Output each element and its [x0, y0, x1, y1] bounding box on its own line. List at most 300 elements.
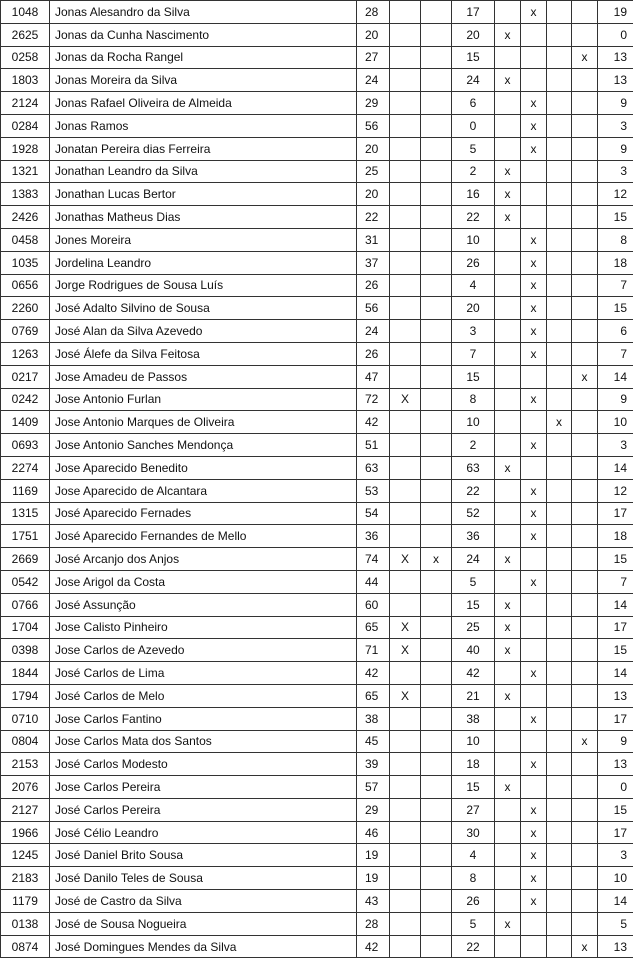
value-cell: 24: [452, 548, 495, 571]
mark-cell: [390, 844, 421, 867]
mark-cell: [572, 502, 598, 525]
mark-cell: [495, 114, 521, 137]
mark-cell: [495, 890, 521, 913]
name-cell: José Daniel Brito Sousa: [50, 844, 357, 867]
mark-cell: [421, 479, 452, 502]
mark-cell: [421, 365, 452, 388]
mark-cell: [421, 388, 452, 411]
table-row: [1, 730, 633, 753]
code-cell: 2274: [1, 456, 50, 479]
mark-cell: [521, 365, 547, 388]
mark-cell: [547, 639, 572, 662]
value-cell: 20: [452, 297, 495, 320]
mark-cell: [547, 890, 572, 913]
mark-cell: [572, 183, 598, 206]
mark-cell: [547, 844, 572, 867]
total-cell: 17: [598, 502, 633, 525]
total-cell: 0: [598, 776, 633, 799]
code-cell: 1315: [1, 502, 50, 525]
mark-cell: x: [547, 411, 572, 434]
mark-cell: [572, 798, 598, 821]
code-cell: 1844: [1, 662, 50, 685]
mark-cell: [390, 160, 421, 183]
total-cell: 7: [598, 274, 633, 297]
age-cell: 74: [357, 548, 390, 571]
mark-cell: [521, 206, 547, 229]
table-row: [1, 935, 633, 958]
mark-cell: x: [521, 502, 547, 525]
total-cell: 15: [598, 206, 633, 229]
code-cell: 1966: [1, 821, 50, 844]
age-cell: 60: [357, 593, 390, 616]
age-cell: 37: [357, 251, 390, 274]
mark-cell: [495, 570, 521, 593]
total-cell: 15: [598, 548, 633, 571]
mark-cell: [547, 320, 572, 343]
mark-cell: [572, 525, 598, 548]
age-cell: 46: [357, 821, 390, 844]
mark-cell: [421, 844, 452, 867]
mark-cell: x: [495, 684, 521, 707]
table-row: [1, 593, 633, 616]
mark-cell: x: [521, 434, 547, 457]
total-cell: 15: [598, 297, 633, 320]
mark-cell: [572, 206, 598, 229]
age-cell: 43: [357, 890, 390, 913]
table-row: [1, 411, 633, 434]
mark-cell: [421, 776, 452, 799]
code-cell: 2183: [1, 867, 50, 890]
value-cell: 21: [452, 684, 495, 707]
mark-cell: [495, 730, 521, 753]
total-cell: 13: [598, 46, 633, 69]
mark-cell: [572, 776, 598, 799]
total-cell: 13: [598, 753, 633, 776]
mark-cell: x: [495, 616, 521, 639]
mark-cell: [572, 890, 598, 913]
mark-cell: x: [495, 206, 521, 229]
value-cell: 36: [452, 525, 495, 548]
code-cell: 0766: [1, 593, 50, 616]
age-cell: 26: [357, 274, 390, 297]
age-cell: 20: [357, 183, 390, 206]
value-cell: 30: [452, 821, 495, 844]
mark-cell: [421, 114, 452, 137]
mark-cell: [390, 320, 421, 343]
mark-cell: [495, 753, 521, 776]
table-row: [1, 92, 633, 115]
value-cell: 15: [452, 776, 495, 799]
age-cell: 22: [357, 206, 390, 229]
mark-cell: [521, 730, 547, 753]
code-cell: 0258: [1, 46, 50, 69]
mark-cell: [572, 844, 598, 867]
value-cell: 63: [452, 456, 495, 479]
table-row: [1, 456, 633, 479]
name-cell: José Arcanjo dos Anjos: [50, 548, 357, 571]
mark-cell: [572, 251, 598, 274]
mark-cell: x: [495, 69, 521, 92]
mark-cell: [390, 251, 421, 274]
code-cell: 2153: [1, 753, 50, 776]
value-cell: 20: [452, 23, 495, 46]
table-row: [1, 183, 633, 206]
code-cell: 1263: [1, 342, 50, 365]
code-cell: 2260: [1, 297, 50, 320]
table-row: [1, 46, 633, 69]
total-cell: 8: [598, 228, 633, 251]
age-cell: 47: [357, 365, 390, 388]
mark-cell: [421, 183, 452, 206]
mark-cell: [547, 867, 572, 890]
mark-cell: x: [495, 639, 521, 662]
mark-cell: [390, 730, 421, 753]
mark-cell: [390, 342, 421, 365]
table-row: [1, 616, 633, 639]
mark-cell: [572, 570, 598, 593]
mark-cell: [390, 92, 421, 115]
mark-cell: x: [521, 890, 547, 913]
age-cell: 19: [357, 867, 390, 890]
mark-cell: [390, 297, 421, 320]
name-cell: Jonas Ramos: [50, 114, 357, 137]
mark-cell: [572, 160, 598, 183]
table-row: [1, 639, 633, 662]
age-cell: 42: [357, 411, 390, 434]
mark-cell: [390, 525, 421, 548]
table-row: [1, 479, 633, 502]
value-cell: 8: [452, 867, 495, 890]
value-cell: 26: [452, 890, 495, 913]
table-row: [1, 890, 633, 913]
mark-cell: [572, 23, 598, 46]
mark-cell: x: [495, 776, 521, 799]
mark-cell: x: [521, 525, 547, 548]
mark-cell: [521, 684, 547, 707]
code-cell: 0769: [1, 320, 50, 343]
mark-cell: [572, 114, 598, 137]
total-cell: 14: [598, 890, 633, 913]
value-cell: 40: [452, 639, 495, 662]
mark-cell: x: [495, 183, 521, 206]
age-cell: 63: [357, 456, 390, 479]
mark-cell: [421, 593, 452, 616]
value-cell: 52: [452, 502, 495, 525]
mark-cell: [572, 593, 598, 616]
mark-cell: [390, 707, 421, 730]
total-cell: 3: [598, 844, 633, 867]
value-cell: 16: [452, 183, 495, 206]
mark-cell: [547, 593, 572, 616]
name-cell: Jose Aparecido Benedito: [50, 456, 357, 479]
mark-cell: [547, 662, 572, 685]
name-cell: Jonas da Cunha Nascimento: [50, 23, 357, 46]
table-row: [1, 525, 633, 548]
mark-cell: [572, 69, 598, 92]
mark-cell: [572, 753, 598, 776]
name-cell: Jose Antonio Sanches Mendonça: [50, 434, 357, 457]
mark-cell: [390, 114, 421, 137]
mark-cell: [421, 69, 452, 92]
total-cell: 9: [598, 137, 633, 160]
code-cell: 0656: [1, 274, 50, 297]
mark-cell: [421, 912, 452, 935]
value-cell: 0: [452, 114, 495, 137]
code-cell: 1179: [1, 890, 50, 913]
table-row: [1, 867, 633, 890]
mark-cell: [390, 1, 421, 24]
mark-cell: [547, 160, 572, 183]
table-row: [1, 69, 633, 92]
code-cell: 1321: [1, 160, 50, 183]
mark-cell: [572, 867, 598, 890]
value-cell: 7: [452, 342, 495, 365]
mark-cell: [421, 434, 452, 457]
value-cell: 2: [452, 160, 495, 183]
mark-cell: [495, 365, 521, 388]
table-row: [1, 844, 633, 867]
table-body: [1, 1, 633, 958]
mark-cell: [547, 274, 572, 297]
mark-cell: x: [521, 274, 547, 297]
name-cell: José Aparecido Fernades: [50, 502, 357, 525]
mark-cell: [421, 570, 452, 593]
mark-cell: [495, 707, 521, 730]
table-row: [1, 137, 633, 160]
code-cell: 0138: [1, 912, 50, 935]
total-cell: 10: [598, 411, 633, 434]
mark-cell: [390, 206, 421, 229]
value-cell: 5: [452, 570, 495, 593]
table-row: [1, 570, 633, 593]
mark-cell: [421, 251, 452, 274]
age-cell: 51: [357, 434, 390, 457]
mark-cell: [421, 662, 452, 685]
mark-cell: [521, 411, 547, 434]
mark-cell: [495, 342, 521, 365]
code-cell: 1751: [1, 525, 50, 548]
mark-cell: [390, 411, 421, 434]
name-cell: José Carlos de Melo: [50, 684, 357, 707]
mark-cell: [547, 616, 572, 639]
mark-cell: [495, 137, 521, 160]
mark-cell: [572, 548, 598, 571]
mark-cell: [390, 890, 421, 913]
age-cell: 39: [357, 753, 390, 776]
mark-cell: [495, 844, 521, 867]
mark-cell: X: [390, 616, 421, 639]
value-cell: 18: [452, 753, 495, 776]
mark-cell: [390, 274, 421, 297]
mark-cell: [495, 411, 521, 434]
mark-cell: [521, 456, 547, 479]
mark-cell: [547, 570, 572, 593]
mark-cell: X: [390, 639, 421, 662]
mark-cell: X: [390, 548, 421, 571]
age-cell: 31: [357, 228, 390, 251]
mark-cell: [572, 228, 598, 251]
mark-cell: [547, 730, 572, 753]
mark-cell: X: [390, 684, 421, 707]
mark-cell: [521, 776, 547, 799]
code-cell: 2669: [1, 548, 50, 571]
mark-cell: [572, 434, 598, 457]
mark-cell: [521, 160, 547, 183]
code-cell: 0874: [1, 935, 50, 958]
name-cell: José Álefe da Silva Feitosa: [50, 342, 357, 365]
mark-cell: [547, 525, 572, 548]
mark-cell: [572, 684, 598, 707]
table-row: [1, 662, 633, 685]
mark-cell: [390, 23, 421, 46]
mark-cell: [421, 160, 452, 183]
code-cell: 2625: [1, 23, 50, 46]
mark-cell: [547, 1, 572, 24]
mark-cell: [547, 912, 572, 935]
name-cell: Jose Carlos de Azevedo: [50, 639, 357, 662]
total-cell: 15: [598, 639, 633, 662]
mark-cell: [495, 297, 521, 320]
mark-cell: [547, 684, 572, 707]
value-cell: 22: [452, 479, 495, 502]
total-cell: 13: [598, 69, 633, 92]
mark-cell: x: [521, 92, 547, 115]
value-cell: 10: [452, 228, 495, 251]
age-cell: 42: [357, 662, 390, 685]
table-row: [1, 160, 633, 183]
table-row: [1, 798, 633, 821]
code-cell: 2124: [1, 92, 50, 115]
age-cell: 45: [357, 730, 390, 753]
mark-cell: [421, 46, 452, 69]
name-cell: José Carlos Modesto: [50, 753, 357, 776]
code-cell: 0398: [1, 639, 50, 662]
value-cell: 15: [452, 46, 495, 69]
mark-cell: [421, 92, 452, 115]
code-cell: 1928: [1, 137, 50, 160]
mark-cell: x: [521, 251, 547, 274]
mark-cell: x: [521, 297, 547, 320]
value-cell: 15: [452, 365, 495, 388]
mark-cell: x: [572, 730, 598, 753]
mark-cell: [390, 798, 421, 821]
mark-cell: x: [521, 821, 547, 844]
total-cell: 6: [598, 320, 633, 343]
code-cell: 0710: [1, 707, 50, 730]
code-cell: 1245: [1, 844, 50, 867]
mark-cell: [495, 228, 521, 251]
name-cell: Jonathan Lucas Bertor: [50, 183, 357, 206]
mark-cell: x: [521, 228, 547, 251]
value-cell: 4: [452, 844, 495, 867]
mark-cell: [547, 388, 572, 411]
age-cell: 28: [357, 912, 390, 935]
table-row: [1, 434, 633, 457]
mark-cell: [421, 684, 452, 707]
mark-cell: [495, 1, 521, 24]
mark-cell: x: [521, 570, 547, 593]
name-cell: José de Sousa Nogueira: [50, 912, 357, 935]
name-cell: Jonathas Matheus Dias: [50, 206, 357, 229]
mark-cell: [495, 46, 521, 69]
name-cell: Jonas Rafael Oliveira de Almeida: [50, 92, 357, 115]
age-cell: 65: [357, 616, 390, 639]
mark-cell: [495, 662, 521, 685]
mark-cell: [421, 525, 452, 548]
mark-cell: [521, 935, 547, 958]
mark-cell: [421, 1, 452, 24]
name-cell: Jonathan Leandro da Silva: [50, 160, 357, 183]
value-cell: 5: [452, 912, 495, 935]
table-row: [1, 365, 633, 388]
total-cell: 13: [598, 684, 633, 707]
value-cell: 26: [452, 251, 495, 274]
table-row: [1, 251, 633, 274]
mark-cell: [547, 137, 572, 160]
code-cell: 2076: [1, 776, 50, 799]
mark-cell: [521, 46, 547, 69]
name-cell: Jonas da Rocha Rangel: [50, 46, 357, 69]
mark-cell: [421, 274, 452, 297]
mark-cell: x: [572, 46, 598, 69]
name-cell: Jorge Rodrigues de Sousa Luís: [50, 274, 357, 297]
code-cell: 1409: [1, 411, 50, 434]
mark-cell: [572, 479, 598, 502]
mark-cell: [547, 297, 572, 320]
total-cell: 18: [598, 525, 633, 548]
mark-cell: [495, 525, 521, 548]
mark-cell: x: [521, 114, 547, 137]
mark-cell: [495, 867, 521, 890]
age-cell: 20: [357, 23, 390, 46]
table-row: [1, 388, 633, 411]
value-cell: 4: [452, 274, 495, 297]
total-cell: 14: [598, 662, 633, 685]
age-cell: 38: [357, 707, 390, 730]
mark-cell: x: [495, 456, 521, 479]
name-cell: Jose Carlos Mata dos Santos: [50, 730, 357, 753]
mark-cell: [547, 342, 572, 365]
code-cell: 1035: [1, 251, 50, 274]
mark-cell: [547, 46, 572, 69]
mark-cell: x: [521, 707, 547, 730]
mark-cell: [521, 912, 547, 935]
value-cell: 10: [452, 411, 495, 434]
age-cell: 53: [357, 479, 390, 502]
value-cell: 3: [452, 320, 495, 343]
total-cell: 14: [598, 365, 633, 388]
mark-cell: [521, 183, 547, 206]
mark-cell: [421, 639, 452, 662]
name-cell: Jordelina Leandro: [50, 251, 357, 274]
table-row: [1, 320, 633, 343]
table-row: [1, 114, 633, 137]
value-cell: 15: [452, 593, 495, 616]
total-cell: 9: [598, 92, 633, 115]
mark-cell: [421, 411, 452, 434]
total-cell: 7: [598, 342, 633, 365]
code-cell: 1803: [1, 69, 50, 92]
mark-cell: [547, 92, 572, 115]
total-cell: 3: [598, 434, 633, 457]
name-cell: José de Castro da Silva: [50, 890, 357, 913]
mark-cell: x: [495, 912, 521, 935]
mark-cell: [495, 388, 521, 411]
value-cell: 6: [452, 92, 495, 115]
code-cell: 1048: [1, 1, 50, 24]
name-cell: Jose Carlos Pereira: [50, 776, 357, 799]
mark-cell: [547, 365, 572, 388]
